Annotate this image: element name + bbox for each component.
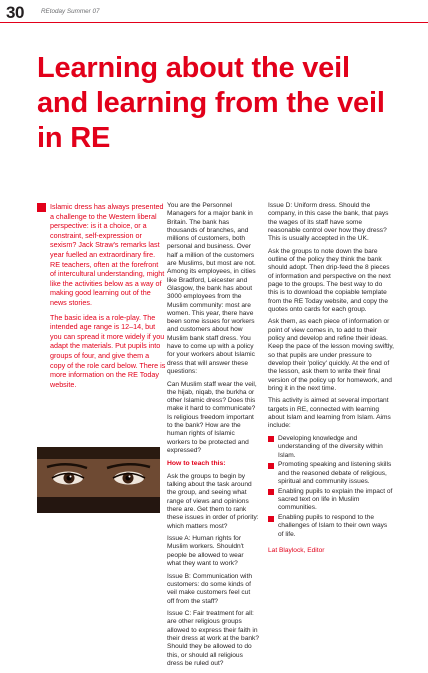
author-signature: Lat Blaylock, Editor: [268, 546, 325, 554]
aim-text: Enabling pupils to respond to the challenges of Islam to their own ways of life.: [278, 514, 388, 538]
body-column-3: [268, 202, 394, 560]
aim-text: Promoting speaking and listening skills and the reasoned debate of religious, spiritual and community issues.: [278, 461, 392, 485]
bullet-square-icon: [268, 463, 274, 469]
page-number: 30: [6, 3, 24, 22]
body-paragraph: Can Muslim staff wear the veil, the hijab, niqab, the burkha or other Islamic dress? Does this make it hard to communicate? Is religious freedom important to the bank? How are the human rights of Islamic workers to be protected and expressed?: [167, 380, 257, 454]
body-paragraph: Ask them, as each piece of information or point of view comes in, to add to their policy and develop and refine their ideas. Keep the pace of the lesson moving swiftly, so that pupils are under pressure to develop their 'policy' quickly. At the end of the lesson, ask them to write their final version of the policy up for homework, and bring it in the next time.: [268, 318, 394, 392]
aims-list-item: [268, 435, 394, 460]
subheading-how-to-teach: How to teach this:: [167, 459, 226, 467]
issue-c-paragraph: Issue C: Fair treatment for all: are other religious groups allowed to express their faith in their dress at work at the bank? Should they be allowed to do this, or should all religious dress be ruled out?: [167, 610, 259, 667]
issue-d-paragraph: Issue D: Uniform dress. Should the company, in this case the bank, that pays the wages of its staff have some reasonable control over how they dress? This is usually accepted in the UK.: [268, 202, 389, 243]
aims-list: [268, 435, 394, 539]
bullet-square-icon: [268, 436, 274, 442]
intro-paragraph: Islamic dress has always presented a challenge to the Western liberal perspective: is it a choice, or a constraint, self-expression or sexism? Jack Straw's remarks last year fuelled an extraordinary fire. RE teachers, often at the forefront of intercultural understanding, might like the activities below as a way of making good learning out of the news stories.: [50, 202, 165, 307]
body-paragraph: Ask the groups to begin by talking about the task around the group, and seeing what range of views and opinions there are. Get them to rank these issues in order of priority: which matters most?: [167, 472, 259, 530]
aims-list-item: [268, 514, 394, 539]
aims-list-item: [268, 488, 394, 513]
aims-list-item: [268, 461, 394, 486]
intro-marker: [37, 203, 46, 212]
issue-b-paragraph: Issue B: Communication with customers: do some kinds of veil make customers feel cut off from the staff?: [167, 572, 253, 605]
body-paragraph: Ask the groups to note down the bare outline of the policy they think the bank should adopt. Then drip-feed the 8 pieces of information and perspective on the next page to the groups. The best way to do this is to download the copiable template from the RE Today website, and copy the quotes onto cards for each group.: [268, 247, 391, 313]
issue-label: REtoday Summer 07: [41, 8, 100, 15]
page-header: [0, 0, 428, 22]
article-title: Learning about the veil and learning from the veil in RE: [37, 52, 385, 154]
intro-column: [50, 202, 166, 394]
veiled-woman-eyes-photo: [37, 447, 160, 513]
aim-text: Developing knowledge and understanding of the diversity within Islam.: [278, 434, 383, 459]
bullet-square-icon: [268, 489, 274, 495]
intro-paragraph: The basic idea is a role-play. The intended age range is 12–14, but you can spread it more widely if you adapt the materials. Put pupils into groups of four, and give them a copy of the role card below. There is more information on the RE Today website.: [50, 312, 166, 389]
bullet-square-icon: [268, 516, 274, 522]
body-paragraph: This activity is aimed at several important targets in RE, connected with learning about Islam and learning from Islam. Aims include:: [268, 397, 391, 430]
issue-a-paragraph: Issue A: Human rights for Muslim workers. Shouldn't people be allowed to wear what they want to work?: [167, 535, 244, 568]
header-rule: [0, 22, 428, 23]
body-column-2: [167, 202, 259, 673]
photo-illustration: [37, 447, 160, 513]
body-paragraph: You are the Personnel Managers for a major bank in Britain. The bank has thousands of branches, and millions of customers, both personal and business. Over half a million of the customers are Muslims, but most are not. Among its employees, in cities like Bradford, Leicester and Glasgow, the bank has about 3000 employees from the Muslim community: most are women. This year, there have been some issues for workers and customers about how Muslim bank staff dress. You have to come up with a policy for your workers about Islamic dress that will answer these questions:: [167, 202, 256, 375]
aim-text: Enabling pupils to explain the impact of sacred text on life in Muslim communities.: [278, 487, 393, 512]
